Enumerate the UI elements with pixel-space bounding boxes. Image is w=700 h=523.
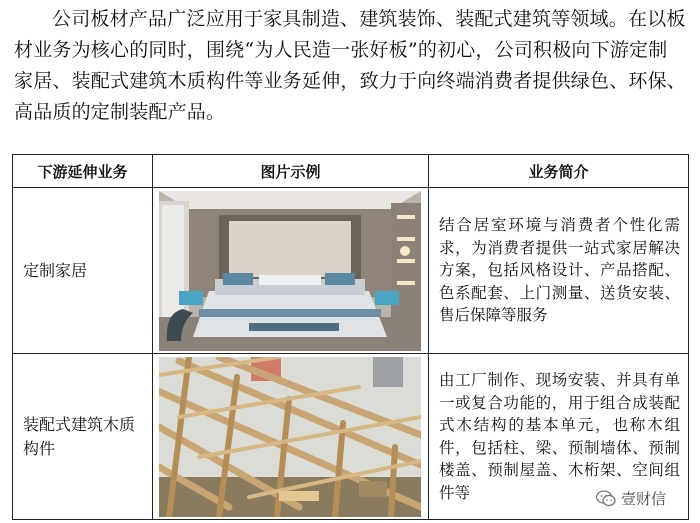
business-description: 结合居室环境与消费者个性化需求，为消费者提供一站式家居解决方案，包括风格设计、产品搭配、色系配套、上门测量、送货安装、售后保障等服务 (429, 188, 689, 354)
business-table (12, 154, 689, 520)
business-description: 由工厂制作、现场安装、并具有单一或复合功能的，用于组合成装配式木结构的基本单元，也称木组件，包括柱、梁、预制墙体、预制楼盖、预制屋盖、木桁架、空间组件等 (429, 354, 689, 520)
timber-roof-truss-photo (159, 357, 421, 517)
bedroom-interior-photo (159, 191, 421, 351)
header-description: 业务简介 (429, 155, 689, 188)
intro-paragraph (14, 4, 686, 128)
watermark-text: 壹财信 (620, 490, 666, 508)
image-cell (153, 354, 429, 520)
header-image: 图片示例 (153, 155, 429, 188)
table-row (13, 354, 689, 520)
header-business: 下游延伸业务 (13, 155, 153, 188)
image-cell (153, 188, 429, 354)
watermark (592, 488, 670, 509)
wechat-icon (596, 490, 616, 507)
table-header-row (13, 155, 689, 188)
table-row (13, 188, 689, 354)
intro-text: 公司板材产品广泛应用于家具制造、建筑装饰、装配式建筑等领域。在以板材业务为核心的同时，围绕“为人民造一张好板”的初心，公司积极向下游定制家居、装配式建筑木质构件等业务延伸，致力于向终端消费者提供绿色、环保、高品质的定制装配产品。 (14, 8, 687, 123)
business-name: 装配式建筑木质构件 (13, 354, 153, 520)
business-name: 定制家居 (13, 188, 153, 354)
